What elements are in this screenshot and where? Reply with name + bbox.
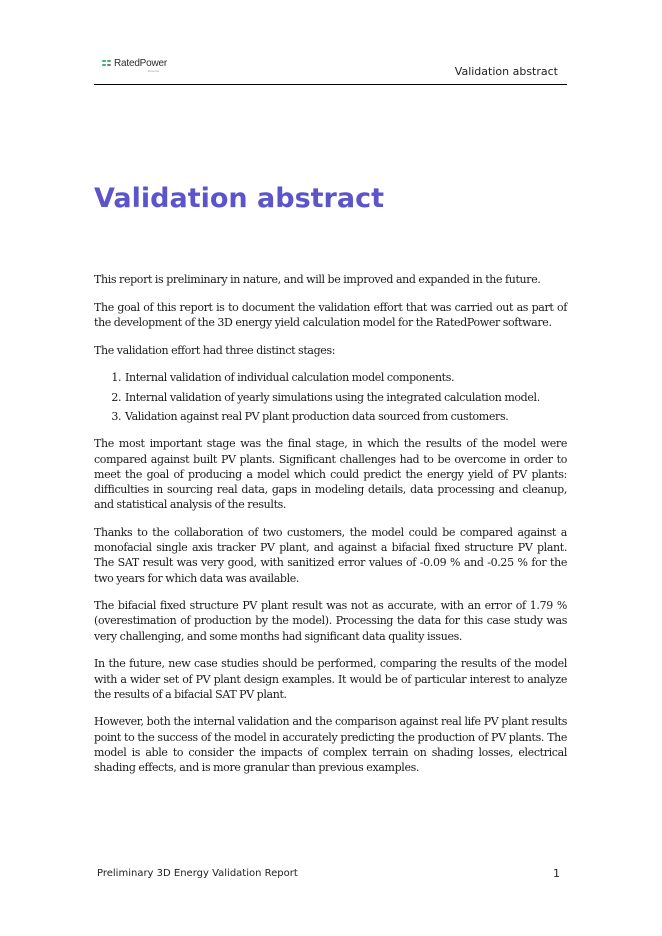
page-title: Validation abstract — [94, 183, 384, 214]
logo-subtext: Enverus — [148, 69, 160, 73]
paragraph-bifacial: The bifacial fixed structure PV plant result was not as accurate, with an error of 1.79 % (overestimation of production by the model). Processing the data for this case study was very challenging, and some months had significant data quality issues. — [94, 599, 567, 643]
list-item: 3. Validation against real PV plant production data sourced from customers. — [124, 409, 567, 424]
paragraph-collaboration: Thanks to the collaboration of two customers, the model could be compared against a monofacial single axis tracker PV plant, and against a bifacial fixed structure PV plant. The SAT result was very good, with sanitized error values of -0.09 % and -0.25 % for the two years for which data was available. — [94, 525, 567, 585]
footer-report-name: Preliminary 3D Energy Validation Report — [97, 868, 298, 879]
running-header-title: Validation abstract — [454, 65, 558, 78]
page-header — [94, 54, 567, 85]
stages-list — [94, 370, 567, 424]
paragraph-preliminary: This report is preliminary in nature, and will be improved and expanded in the future. — [94, 273, 541, 286]
list-item: 1. Internal validation of individual calculation model components. — [124, 370, 567, 385]
paragraph-final-stage: The most important stage was the final stage, in which the results of the model were compared against built PV plants. Significant challenges had to be overcome in order to meet the goal of producing a model which could predict the energy yield of PV plants: difficulties in sourcing real data, gaps in modeling details, data processing and cleanup, and statistical analysis of the results. — [94, 437, 567, 512]
ratedpower-logo — [102, 58, 167, 74]
logo-mark-icon — [102, 60, 112, 68]
paragraph-conclusion: However, both the internal validation and the comparison against real life PV plant results point to the success of the model in accurately predicting the production of PV plants. The model is able to consider the impacts of complex terrain on shading losses, electrical shading effects, and is more granular than previous examples. — [94, 715, 567, 775]
abstract-body — [94, 272, 567, 788]
paragraph-stages-intro: The validation effort had three distinct stages: — [94, 343, 336, 357]
footer-page-number: 1 — [553, 867, 560, 880]
logo-text: RatedPower — [114, 58, 168, 69]
paragraph-future: In the future, new case studies should be performed, comparing the results of the model with a wider set of PV plant design examples. It would be of particular interest to analyze the results of a bifacial SAT PV plant. — [94, 657, 567, 701]
list-item: 2. Internal validation of yearly simulations using the integrated calculation model. — [124, 390, 567, 405]
paragraph-goal: The goal of this report is to document the validation effort that was carried out as part of the development of the 3D energy yield calculation model for the RatedPower software. — [94, 300, 567, 329]
